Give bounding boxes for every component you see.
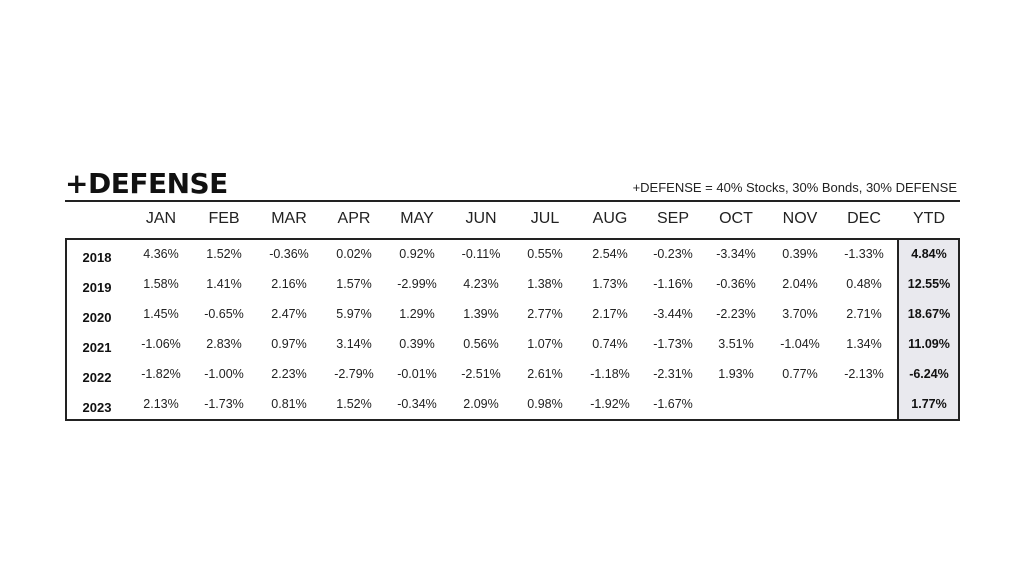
return-cell: 2.17% [592,307,628,321]
return-cell: -1.06% [141,337,181,351]
column-header-apr: APR [337,210,371,227]
return-cell: -3.44% [653,307,693,321]
return-cell: 1.52% [336,397,372,411]
return-cell: -2.79% [334,367,374,381]
return-cell: 2.54% [592,247,628,261]
return-cell: -1.18% [590,367,630,381]
return-cell: 0.39% [399,337,435,351]
row-year-label: 2020 [82,310,112,325]
return-cell: 2.16% [271,277,307,291]
return-cell: 2.13% [143,397,179,411]
row-year-label: 2019 [82,280,112,295]
return-cell: 2.23% [271,367,307,381]
return-cell: 0.81% [271,397,307,411]
row-year-label: 2023 [82,400,112,415]
return-cell: 1.41% [206,277,242,291]
return-cell: 0.48% [846,277,882,291]
return-cell: -1.92% [590,397,630,411]
return-cell: -3.34% [716,247,756,261]
return-cell: 0.39% [782,247,818,261]
return-cell: 1.07% [527,337,563,351]
column-header-may: MAY [400,210,434,227]
return-cell: -1.73% [653,337,693,351]
table-row [65,242,960,272]
column-header-jun: JUN [465,210,497,227]
column-header-mar: MAR [271,210,307,227]
column-header-jul: JUL [530,210,560,227]
page-title: +DEFENSE [65,167,228,200]
title-divider [65,200,960,202]
return-cell: 0.56% [463,337,499,351]
return-cell: 2.71% [846,307,882,321]
table-row [65,392,960,422]
return-cell: 0.97% [271,337,307,351]
column-headers [65,210,960,234]
return-cell: 0.92% [399,247,435,261]
row-year-label: 2021 [82,340,112,355]
return-cell: -0.34% [397,397,437,411]
allocation-note: +DEFENSE = 40% Stocks, 30% Bonds, 30% DEFENSE [632,180,957,195]
return-cell: -0.11% [461,247,501,261]
return-cell: -1.00% [204,367,244,381]
return-cell: 2.77% [527,307,563,321]
ytd-cell: 4.84% [911,247,947,261]
row-year-label: 2018 [82,250,112,265]
ytd-cell: 18.67% [907,307,951,321]
column-header-dec: DEC [847,210,881,227]
return-cell: 1.73% [592,277,628,291]
return-cell: -1.16% [653,277,693,291]
return-cell: -0.65% [204,307,244,321]
return-cell: 1.52% [206,247,242,261]
return-cell: 1.58% [143,277,179,291]
return-cell: 1.38% [527,277,563,291]
table-row [65,272,960,302]
column-header-oct: OCT [719,210,753,227]
column-header-ytd: YTD [913,210,945,227]
return-cell: -0.36% [269,247,309,261]
return-cell: 2.83% [206,337,242,351]
return-cell: 3.70% [782,307,818,321]
column-header-jan: JAN [145,210,177,227]
return-cell: 3.14% [336,337,372,351]
return-cell: -1.73% [204,397,244,411]
return-cell: 0.55% [527,247,563,261]
return-cell: 3.51% [718,337,754,351]
table-row [65,302,960,332]
return-cell: 2.09% [463,397,499,411]
return-cell: -0.01% [397,367,437,381]
return-cell: 5.97% [336,307,372,321]
return-cell: 1.93% [718,367,754,381]
column-header-nov: NOV [782,210,818,227]
return-cell: -2.51% [461,367,501,381]
return-cell: 4.23% [463,277,499,291]
return-cell: 1.39% [463,307,499,321]
return-cell: 2.61% [527,367,563,381]
return-cell: -1.82% [141,367,181,381]
column-header-feb: FEB [208,210,240,227]
return-cell: 0.98% [527,397,563,411]
return-cell: -2.13% [844,367,884,381]
return-cell: 0.74% [592,337,628,351]
return-cell: -2.23% [716,307,756,321]
return-cell: 1.34% [846,337,882,351]
column-header-sep: SEP [656,210,689,227]
return-cell: 0.02% [336,247,372,261]
ytd-cell: -6.24% [909,367,949,381]
ytd-cell: 12.55% [907,277,951,291]
return-cell: -1.04% [780,337,820,351]
return-cell: -0.36% [716,277,756,291]
return-cell: -0.23% [653,247,693,261]
table-row [65,332,960,362]
return-cell: -2.99% [397,277,437,291]
column-header-aug: AUG [592,210,628,227]
ytd-cell: 1.77% [911,397,947,411]
return-cell: 0.77% [782,367,818,381]
ytd-cell: 11.09% [908,337,950,351]
return-cell: -1.33% [844,247,884,261]
return-cell: 4.36% [143,247,179,261]
row-year-label: 2022 [82,370,112,385]
return-cell: 1.45% [143,307,179,321]
return-cell: 1.29% [399,307,435,321]
return-cell: -2.31% [653,367,693,381]
return-cell: 1.57% [336,277,372,291]
return-cell: 2.47% [271,307,307,321]
return-cell: -1.67% [653,397,693,411]
return-cell: 2.04% [782,277,818,291]
table-row [65,362,960,392]
